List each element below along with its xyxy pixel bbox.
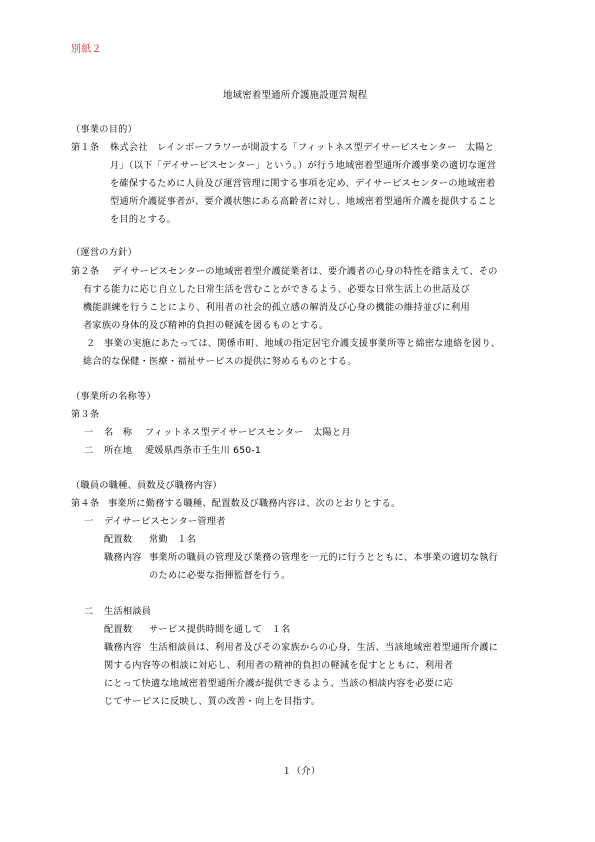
duty-line: 事業所の職員の管理及び業務の管理を一元的に行うとともに、本事業の適切な執行 (149, 552, 499, 563)
duty-line: のために必要な指揮監督を行う。 (149, 570, 291, 581)
article-2-line: 有する能力に応じ自立した日常生活を営むことができるよう、必要な日常生活上の世話及び (83, 284, 470, 295)
job-title: 生活相談員 (104, 606, 152, 617)
article-2-line: 者家族の身体的及び精神的負担の軽減を図るものとする。 (83, 320, 329, 331)
facility-address: 愛媛県西条市壬生川 650-1 (145, 445, 262, 456)
duty-label: 職務内容 (104, 642, 142, 653)
staff-count-value: サービス提供時間を通して １名 (149, 624, 291, 635)
job-title: デイサービスセンター管理者 (104, 516, 226, 527)
article-2-number: 第２条 (71, 266, 100, 277)
annex-label: 別紙２ (71, 44, 102, 55)
document-title: 地域密着型通所介護施設運営規程 (223, 90, 368, 101)
item-label: 名 称 (104, 427, 133, 438)
page-number: １（介） (282, 766, 321, 777)
staff-count-label: 配置数 (104, 624, 133, 635)
article-1-line: を確保するために人員及び運営管理に関する事項を定め、デイサービスセンターの地域密着 (110, 178, 496, 189)
duty-line: にとって快適な地域密着型通所介護が提供できるよう、当該の相談内容を必要に応 (104, 678, 454, 689)
article-2-paragraph-line: 事業の実施にあたっては、関係市町、地域の指定居宅介護支援事業所等と綿密な連絡を図り、 (104, 338, 501, 349)
article-3-heading: （事業所の名称等） (71, 391, 156, 402)
article-4-intro: 事業所に勤務する職種、配置数及び職務内容は、次のとおりとする。 (108, 498, 401, 509)
job-number: 二 (84, 606, 94, 617)
staff-count-value: 常勤 １名 (149, 534, 197, 545)
article-1-line: を目的とする。 (110, 214, 177, 225)
duty-label: 職務内容 (104, 552, 142, 563)
article-2-paragraph-line: 総合的な保健・医療・福祉サービスの提供に努めるものとする。 (83, 356, 357, 367)
article-1-number: 第１条 (71, 142, 100, 153)
item-label: 所在地 (104, 445, 133, 456)
job-number: 一 (84, 516, 94, 527)
duty-line: じてサービスに反映し、質の改善・向上を目指す。 (104, 696, 321, 707)
article-2-paragraph-number: ２ (86, 338, 96, 349)
article-1-line: 月」（以下「デイサービスセンター」という。）が行う地域密着型通所介護事業の適切な運営 (110, 160, 497, 171)
article-1-heading: （事業の目的） (71, 124, 138, 135)
article-4-heading: （職員の職種、員数及び職務内容） (71, 480, 222, 491)
article-1-line: 株式会社 レインボーフラワーが開設する「フィットネス型デイサービスセンター 太陽と (110, 142, 495, 153)
facility-name: フィットネス型デイサービスセンター 太陽と月 (145, 427, 351, 438)
article-2-line: 機能訓練を行うことにより、利用者の社会的孤立感の解消及び心身の機能の維持並びに利用 (83, 302, 470, 313)
duty-line: 生活相談員は、利用者及びその家族からの心身，生活、当該地域密着型通所介護に (149, 642, 499, 653)
item-number: 一 (84, 427, 94, 438)
item-number: 二 (84, 445, 94, 456)
article-3-number: 第３条 (71, 409, 100, 420)
article-2-line: デイサービスセンターの地域密着型介護従業者は、要介護者の心身の特性を踏まえて、その (112, 266, 498, 277)
duty-line: 関する内容等の相談に対応し、利用者の精神的負担の軽減を促すとともに、利用者 (104, 660, 454, 671)
staff-count-label: 配置数 (104, 534, 133, 545)
article-2-heading: （運営の方針） (71, 247, 138, 258)
article-1-line: 型通所介護従事者が、要介護状態にある高齢者に対し、地域密着型通所介護を提供すること (110, 196, 497, 207)
article-4-number: 第４条 (71, 498, 100, 509)
